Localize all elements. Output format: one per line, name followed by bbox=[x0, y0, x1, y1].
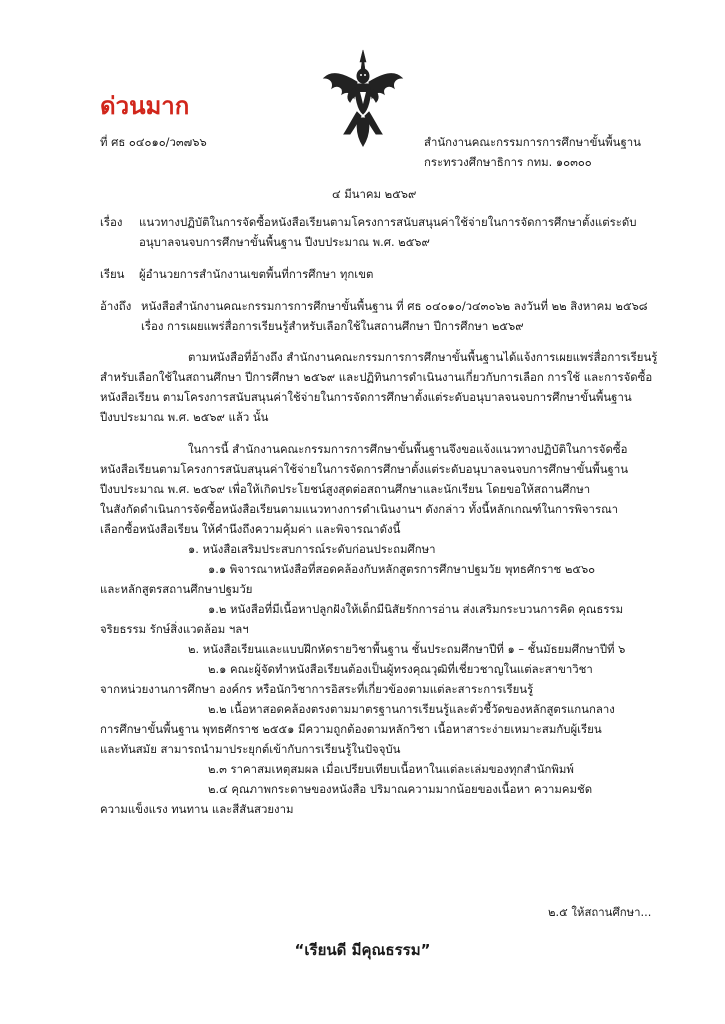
urgency-label: ด่วนมาก bbox=[100, 92, 190, 120]
criteria-item: ๒.๔ คุณภาพกระดาษของหนังสือ ปริมาณความมากน้อยของเนื้อหา ความคมชัด bbox=[208, 782, 593, 796]
subject-line-2: อนุบาลจนจบการศึกษาขั้นพื้นฐาน ปีงบประมาณ พ.ศ. ๒๕๖๙ bbox=[139, 235, 430, 249]
criteria-item: ๒.๓ ราคาสมเหตุสมผล เมื่อเปรียบเทียบเนื้อหาในแต่ละเล่มของทุกสำนักพิมพ์ bbox=[208, 762, 574, 776]
body-line: สำหรับเลือกใช้ในสถานศึกษา ปีการศึกษา ๒๕๖๙ และปฏิทินการดำเนินงานเกี่ยวกับการเลือก การใช้ และการจัดซื้อ bbox=[100, 370, 653, 384]
criteria-item: ๒.๒ เนื้อหาสอดคล้องตรงตามมาตรฐานการเรียนรู้และตัวชี้วัดของหลักสูตรแกนกลาง bbox=[208, 702, 615, 716]
body-line: ในการนี้ สำนักงานคณะกรรมการการศึกษาขั้นพื้นฐานจึงขอแจ้งแนวทางปฏิบัติในการจัดซื้อ bbox=[188, 442, 628, 456]
document-number: ที่ ศธ ๐๔๐๑๐/ว๓๗๖๖ bbox=[100, 135, 207, 149]
garuda-emblem-icon bbox=[322, 48, 404, 148]
document-date: ๔ มีนาคม ๒๕๖๙ bbox=[332, 187, 417, 201]
issuing-office: สำนักงานคณะกรรมการการศึกษาขั้นพื้นฐาน bbox=[424, 135, 641, 149]
footer-motto: “เรียนดี มีคุณธรรม” bbox=[294, 941, 431, 959]
criteria-item: ๒.๑ คณะผู้จัดทำหนังสือเรียนต้องเป็นผู้ทรงคุณวุฒิที่เชี่ยวชาญในแต่ละสาขาวิชา bbox=[208, 662, 593, 676]
criteria-item: ๑.๑ พิจารณาหนังสือที่สอดคล้องกับหลักสูตรการศึกษาปฐมวัย พุทธศักราช ๒๕๖๐ bbox=[208, 562, 596, 576]
body-line: เลือกซื้อหนังสือเรียน ให้คำนึงถึงความคุ้มค่า และพิจารณาดังนี้ bbox=[100, 522, 401, 536]
subject-line-1: แนวทางปฏิบัติในการจัดซื้อหนังสือเรียนตามโครงการสนับสนุนค่าใช้จ่ายในการจัดการศึกษาตั้งแต่ระดับ bbox=[139, 215, 637, 229]
recipient-label: เรียน bbox=[100, 267, 125, 281]
subject-label: เรื่อง bbox=[100, 215, 123, 229]
body-line: ตามหนังสือที่อ้างถึง สำนักงานคณะกรรมการการศึกษาขั้นพื้นฐานได้แจ้งการเผยแพร่สื่อการเรียนรู้ bbox=[188, 350, 658, 364]
body-line: ในสังกัดดำเนินการจัดซื้อหนังสือเรียนตามแนวทางการดำเนินงานฯ ดังกล่าว ทั้งนี้หลักเกณฑ์ในการพิจารณา bbox=[100, 502, 619, 516]
body-line: หนังสือเรียน ตามโครงการสนับสนุนค่าใช้จ่ายในการจัดการศึกษาตั้งแต่ระดับอนุบาลจนจบการศึกษาขั้นพื้นฐาน bbox=[100, 390, 632, 404]
reference-line-2: เรื่อง การเผยแพร่สื่อการเรียนรู้สำหรับเลือกใช้ในสถานศึกษา ปีการศึกษา ๒๕๖๙ bbox=[141, 319, 524, 333]
criteria-item: ๑.๒ หนังสือที่มีเนื้อหาปลูกฝังให้เด็กมีนิสัยรักการอ่าน ส่งเสริมกระบวนการคิด คุณธรรม bbox=[208, 602, 624, 616]
criteria-item-cont: จากหน่วยงานการศึกษา องค์กร หรือนักวิชาการอิสระที่เกี่ยวข้องตามแต่ละสาระการเรียนรู้ bbox=[100, 682, 534, 696]
criteria-heading-1: ๑. หนังสือเสริมประสบการณ์ระดับก่อนประถมศึกษา bbox=[188, 542, 436, 556]
criteria-item-cont: จริยธรรม รักษ์สิ่งแวดล้อม ฯลฯ bbox=[100, 622, 249, 636]
body-line: หนังสือเรียนตามโครงการสนับสนุนค่าใช้จ่ายในการจัดการศึกษาตั้งแต่ระดับอนุบาลจนจบการศึกษาขั้นพื้นฐาน bbox=[100, 462, 629, 476]
reference-line-1: หนังสือสำนักงานคณะกรรมการการศึกษาขั้นพื้นฐาน ที่ ศธ ๐๔๐๑๐/ว๔๓๐๖๒ ลงวันที่ ๒๒ สิงหาคม ๒๕๖๘ bbox=[141, 299, 648, 313]
reference-label: อ้างถึง bbox=[100, 299, 132, 313]
recipient-text: ผู้อำนวยการสำนักงานเขตพื้นที่การศึกษา ทุกเขต bbox=[139, 267, 374, 281]
criteria-heading-2: ๒. หนังสือเรียนและแบบฝึกหัดรายวิชาพื้นฐาน ชั้นประถมศึกษาปีที่ ๑ – ชั้นมัธยมศึกษาปีที่ ๖ bbox=[188, 642, 626, 656]
criteria-item-cont: ความแข็งแรง ทนทาน และสีสันสวยงาม bbox=[100, 802, 294, 816]
criteria-item-cont: และหลักสูตรสถานศึกษาปฐมวัย bbox=[100, 582, 253, 596]
criteria-item-cont: และทันสมัย สามารถนำมาประยุกต์เข้ากับการเรียนรู้ในปัจจุบัน bbox=[100, 742, 401, 756]
issuing-address: กระทรวงศึกษาธิการ กทม. ๑๐๓๐๐ bbox=[424, 155, 592, 169]
body-line: ปีงบประมาณ พ.ศ. ๒๕๖๙ เพื่อให้เกิดประโยชน์สูงสุดต่อสถานศึกษาและนักเรียน โดยขอให้สถานศึกษา bbox=[100, 482, 591, 496]
body-line: ปีงบประมาณ พ.ศ. ๒๕๖๙ แล้ว นั้น bbox=[100, 410, 269, 424]
criteria-item-cont: การศึกษาขั้นพื้นฐาน พุทธศักราช ๒๕๕๑ มีความถูกต้องตามหลักวิชา เนื้อหาสาระง่ายเหมาะสมกับผู้เรียน bbox=[100, 722, 602, 736]
page-continuation: ๒.๕ ให้สถานศึกษา... bbox=[548, 905, 652, 919]
